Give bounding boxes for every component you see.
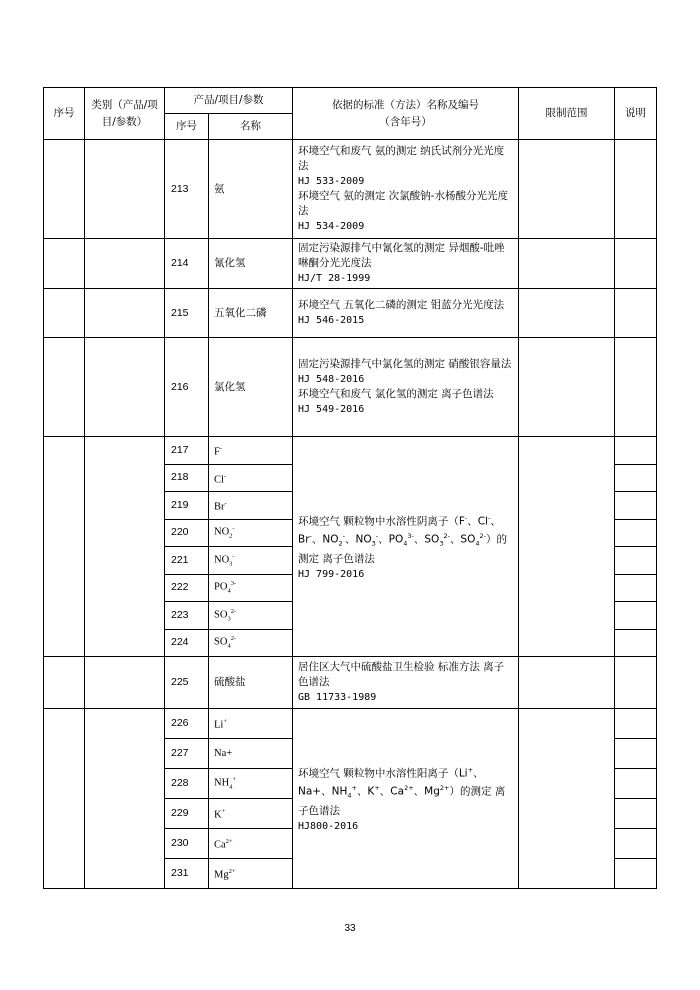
limit-cell: [519, 289, 615, 338]
standard-line: 环境空气 五氧化二磷的测定 钼蓝分光光度法: [298, 299, 505, 311]
item-name: Cl-: [209, 464, 293, 492]
item-code: 214: [165, 239, 209, 289]
header-limit: 限制范围: [519, 88, 615, 140]
limit-cell: [519, 437, 615, 657]
table-body: [44, 140, 657, 889]
standard-cell: [293, 657, 519, 709]
note-cell: [615, 709, 657, 739]
category-cell: [85, 239, 165, 289]
table-row: [44, 140, 657, 239]
standard-cell: [293, 239, 519, 289]
limit-cell: [519, 140, 615, 239]
header-sub-name: 名称: [209, 114, 293, 140]
item-code: 230: [165, 829, 209, 859]
category-cell: [85, 437, 165, 657]
standard-line: HJ 549-2016: [298, 404, 365, 415]
note-cell: [615, 140, 657, 239]
item-code: 227: [165, 739, 209, 769]
item-name: 硫酸盐: [209, 657, 293, 709]
item-name: Na+: [209, 739, 293, 769]
note-cell: [615, 799, 657, 829]
anion-standard-cell: [293, 437, 519, 657]
note-cell: [615, 859, 657, 889]
limit-cell: [519, 338, 615, 437]
seq-cell: [44, 289, 85, 338]
standard-cell: [293, 289, 519, 338]
category-cell: [85, 140, 165, 239]
seq-cell: [44, 657, 85, 709]
standard-line: 环境空气 氨的测定 次氯酸钠-水杨酸分光光度法: [298, 190, 508, 217]
category-cell: [85, 657, 165, 709]
standard-line: 环境空气 颗粒物中水溶性阴离子（F-、Cl-、Br-、$NO_2^-$、$NO_3^-$、$PO_4^{3-}$、$SO_3^{2-}$、$SO_4^{2-}$）的测定 离子色谱法: [298, 513, 507, 566]
limit-cell: [519, 657, 615, 709]
note-cell: [615, 602, 657, 630]
note-cell: [615, 289, 657, 338]
standard-line: 固定污染源排气中氰化氢的测定 异烟酸-吡唑啉酮分光光度法: [298, 242, 505, 269]
item-name: $NO_3^-$: [209, 547, 293, 575]
standard-line: 环境空气 颗粒物中水溶性阳离子（Li+、Na+、$NH_4^+$、K+、$Ca^{2+}$、$Mg^{2+}$）的测定 离子色谱法: [298, 765, 506, 818]
standard-line: GB 11733-1989: [298, 692, 377, 703]
note-cell: [615, 657, 657, 709]
item-code: 225: [165, 657, 209, 709]
item-name: $NO_2^-$: [209, 519, 293, 547]
table-row: [44, 709, 657, 739]
item-code: 231: [165, 859, 209, 889]
item-name: $SO_3^{2-}$: [209, 602, 293, 630]
item-code: 228: [165, 769, 209, 799]
item-name: $PO_4^{3-}$: [209, 574, 293, 602]
header-standard: 依据的标准（方法）名称及编号（含年号）: [293, 88, 519, 140]
item-code: 219: [165, 492, 209, 520]
standard-cell: [293, 140, 519, 239]
category-cell: [85, 289, 165, 338]
standard-line: HJ 533-2009: [298, 176, 365, 187]
item-name: $Mg^{2+}$: [209, 859, 293, 889]
standards-table: [43, 87, 657, 889]
note-cell: [615, 437, 657, 465]
category-cell: [85, 709, 165, 889]
item-name: $Ca^{2+}$: [209, 829, 293, 859]
standard-code: HJ800-2016: [298, 821, 359, 833]
item-name: F-: [209, 437, 293, 465]
item-name: $NH_4^+$: [209, 769, 293, 799]
item-name: $SO_4^{2-}$: [209, 629, 293, 657]
note-cell: [615, 769, 657, 799]
standard-line: 环境空气和废气 氯化氢的测定 离子色谱法: [298, 388, 494, 400]
seq-cell: [44, 239, 85, 289]
page-number: 33: [344, 923, 356, 934]
note-cell: [615, 829, 657, 859]
header-product-group: 产品/项目/参数: [165, 88, 293, 114]
item-name: 氨: [209, 140, 293, 239]
limit-cell: [519, 709, 615, 889]
item-name: Br-: [209, 492, 293, 520]
note-cell: [615, 629, 657, 657]
seq-cell: [44, 709, 85, 889]
header-seq: 序号: [44, 88, 85, 140]
table-row: [44, 437, 657, 465]
table-row: [44, 239, 657, 289]
item-code: 220: [165, 519, 209, 547]
item-code: 213: [165, 140, 209, 239]
cation-standard-cell: [293, 709, 519, 889]
item-code: 226: [165, 709, 209, 739]
seq-cell: [44, 437, 85, 657]
table-row: [44, 338, 657, 437]
item-code: 229: [165, 799, 209, 829]
note-cell: [615, 338, 657, 437]
item-code: 221: [165, 547, 209, 575]
standard-line: HJ 546-2015: [298, 315, 365, 326]
seq-cell: [44, 140, 85, 239]
note-cell: [615, 574, 657, 602]
standard-line: HJ 534-2009: [298, 221, 365, 232]
standard-line: 环境空气和废气 氨的测定 纳氏试剂分光光度法: [298, 145, 505, 172]
standard-line: 居住区大气中硫酸盐卫生检验 标准方法 离子色谱法: [298, 661, 505, 688]
item-code: 223: [165, 602, 209, 630]
standard-line: 固定污染源排气中氯化氢的测定 硝酸银容量法: [298, 358, 512, 370]
item-code: 218: [165, 464, 209, 492]
limit-cell: [519, 239, 615, 289]
standard-line: HJ 548-2016: [298, 374, 365, 385]
item-code: 217: [165, 437, 209, 465]
note-cell: [615, 239, 657, 289]
item-name: 氯化氢: [209, 338, 293, 437]
item-name: 五氧化二磷: [209, 289, 293, 338]
table-row: [44, 657, 657, 709]
item-code: 216: [165, 338, 209, 437]
standard-cell: [293, 338, 519, 437]
note-cell: [615, 739, 657, 769]
note-cell: [615, 547, 657, 575]
note-cell: [615, 464, 657, 492]
item-code: 224: [165, 629, 209, 657]
item-code: 215: [165, 289, 209, 338]
standard-code: HJ 799-2016: [298, 569, 365, 581]
item-name: 氰化氢: [209, 239, 293, 289]
item-name: K+: [209, 799, 293, 829]
standard-line: HJ/T 28-1999: [298, 273, 371, 284]
category-cell: [85, 338, 165, 437]
note-cell: [615, 519, 657, 547]
item-code: 222: [165, 574, 209, 602]
header-note: 说明: [615, 88, 657, 140]
seq-cell: [44, 338, 85, 437]
note-cell: [615, 492, 657, 520]
item-name: Li+: [209, 709, 293, 739]
header-sub-seq: 序号: [165, 114, 209, 140]
header-category: 类别（产品/项目/参数）: [85, 88, 165, 140]
table-row: [44, 289, 657, 338]
